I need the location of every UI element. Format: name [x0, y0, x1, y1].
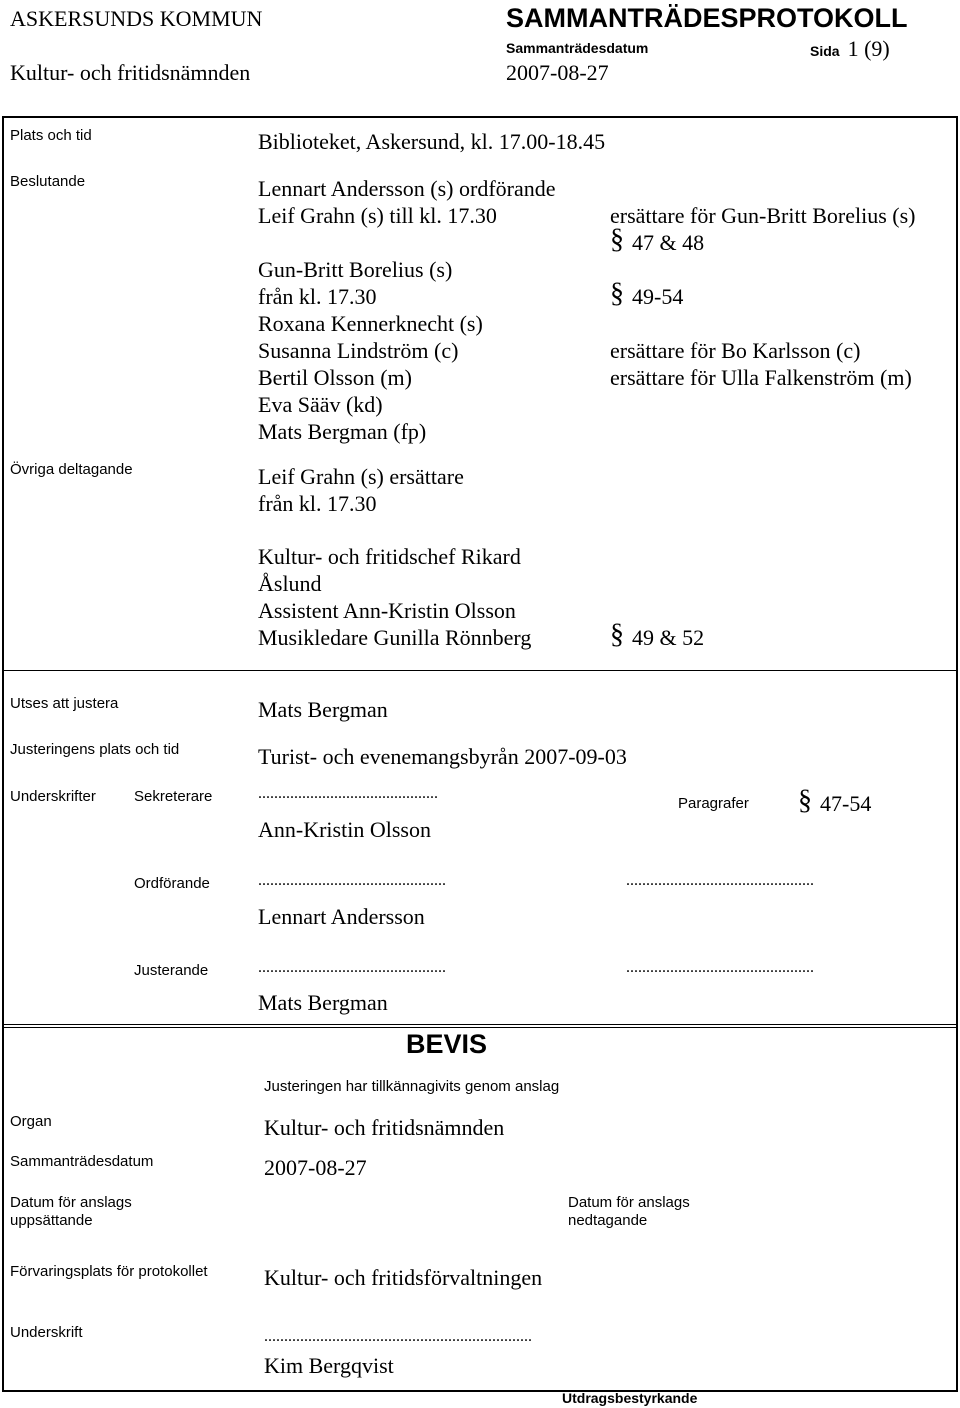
section-symbol: § [798, 785, 812, 816]
secretary-name: Ann-Kristin Olsson [258, 817, 431, 842]
proof-date-label: Sammanträdesdatum [10, 1153, 154, 1170]
storage-label: Förvaringsplats för protokollet [10, 1263, 208, 1280]
divider-proof [2, 1024, 958, 1028]
adjust-label: Utses att justera [10, 695, 119, 712]
sign-label: Underskrift [10, 1324, 83, 1341]
meeting-date-label: Sammanträdesdatum [506, 40, 649, 56]
secretary-signature-line: ............................................. [258, 785, 438, 802]
posted-date-label [10, 1194, 132, 1230]
organ-value: Kultur- och fritidsnämnden [264, 1115, 505, 1140]
removed-date-label [568, 1194, 690, 1230]
other-4: Musikledare Gunilla Rönnberg [258, 625, 532, 650]
member-3: Gun-Britt Borelius (s) [258, 257, 453, 282]
document-title: SAMMANTRÄDESPROTOKOLL [506, 3, 908, 33]
committee-name: Kultur- och fritidsnämnden [10, 60, 251, 85]
member-3-time: från kl. 17.30 [258, 284, 377, 309]
section-symbol: § [610, 224, 624, 255]
paragraph-note-2-value: 49-54 [632, 284, 684, 309]
paragraphs-value [798, 785, 872, 817]
municipality-name: ASKERSUNDS KOMMUN [10, 6, 263, 31]
chair-signature-line: ............................................... [258, 872, 446, 889]
others-label: Övriga deltagande [10, 461, 133, 478]
other-2: Kultur- och fritidschef Rikard [258, 544, 521, 569]
place-label: Plats och tid [10, 127, 92, 144]
section-symbol: § [610, 278, 624, 309]
meeting-date: 2007-08-27 [506, 60, 609, 85]
adjuster-signature-line: ............................................... [258, 959, 446, 976]
place-value: Biblioteket, Askersund, kl. 17.00-18.45 [258, 129, 606, 154]
member-6: Bertil Olsson (m) [258, 365, 412, 390]
chair-label: Ordförande [134, 875, 210, 892]
adjuster-signature-name: Mats Bergman [258, 990, 388, 1015]
divider-adjust [2, 670, 958, 671]
other-1-time: från kl. 17.30 [258, 491, 377, 516]
paragraph-note-2 [610, 278, 684, 310]
section-symbol: § [610, 619, 624, 650]
paragraph-note-1 [610, 224, 705, 256]
substitute-note-2: ersättare för Bo Karlsson (c) [610, 338, 861, 363]
substitute-note-3: ersättare för Ulla Falkenström (m) [610, 365, 912, 390]
certificate-label: Utdragsbestyrkande [562, 1390, 698, 1406]
member-7: Eva Sääv (kd) [258, 392, 383, 417]
member-4: Roxana Kennerknecht (s) [258, 311, 483, 336]
page-number: 1 (9) [847, 36, 890, 61]
other-3: Assistent Ann-Kristin Olsson [258, 598, 516, 623]
page-label: Sida [810, 43, 840, 59]
other-1: Leif Grahn (s) ersättare [258, 464, 464, 489]
adjuster-label: Justerande [134, 962, 209, 979]
chair-signature-line-2: ............................................... [626, 872, 814, 889]
storage-value: Kultur- och fritidsförvaltningen [264, 1265, 543, 1290]
proof-date-value: 2007-08-27 [264, 1155, 367, 1180]
member-5: Susanna Lindström (c) [258, 338, 459, 363]
page-indicator [810, 36, 890, 62]
member-2: Leif Grahn (s) till kl. 17.30 [258, 203, 497, 228]
music-paragraph-value: 49 & 52 [632, 625, 705, 650]
sign-name: Kim Bergqvist [264, 1353, 394, 1378]
posted-date-label-line-1: Datum för anslags [10, 1194, 132, 1211]
adjuster-name: Mats Bergman [258, 697, 388, 722]
signatures-label: Underskrifter [10, 788, 96, 805]
chair-name: Lennart Andersson [258, 904, 425, 929]
paragraph-note-1-value: 47 & 48 [632, 230, 705, 255]
removed-date-label-line-2: nedtagande [568, 1212, 648, 1229]
other-2-cont: Åslund [258, 571, 322, 596]
removed-date-label-line-1: Datum för anslags [568, 1194, 690, 1211]
music-paragraph-note [610, 619, 705, 651]
sign-line: ................................................................... [264, 1328, 532, 1345]
posted-date-label-line-2: uppsättande [10, 1212, 93, 1229]
proof-title: BEVIS [406, 1029, 488, 1059]
adjuster-signature-line-2: ............................................... [626, 959, 814, 976]
paragraphs-range: 47-54 [820, 791, 872, 816]
paragraphs-label: Paragrafer [678, 795, 749, 812]
proof-notice: Justeringen har tillkännagivits genom anslag [264, 1078, 560, 1095]
secretary-label: Sekreterare [134, 788, 213, 805]
substitute-note-1: ersättare för Gun-Britt Borelius (s) [610, 203, 916, 228]
member-1: Lennart Andersson (s) ordförande [258, 176, 556, 201]
organ-label: Organ [10, 1113, 52, 1130]
deciding-label: Beslutande [10, 173, 86, 190]
member-8: Mats Bergman (fp) [258, 419, 427, 444]
adjust-place-value: Turist- och evenemangsbyrån 2007-09-03 [258, 744, 627, 769]
adjust-place-label: Justeringens plats och tid [10, 741, 180, 758]
